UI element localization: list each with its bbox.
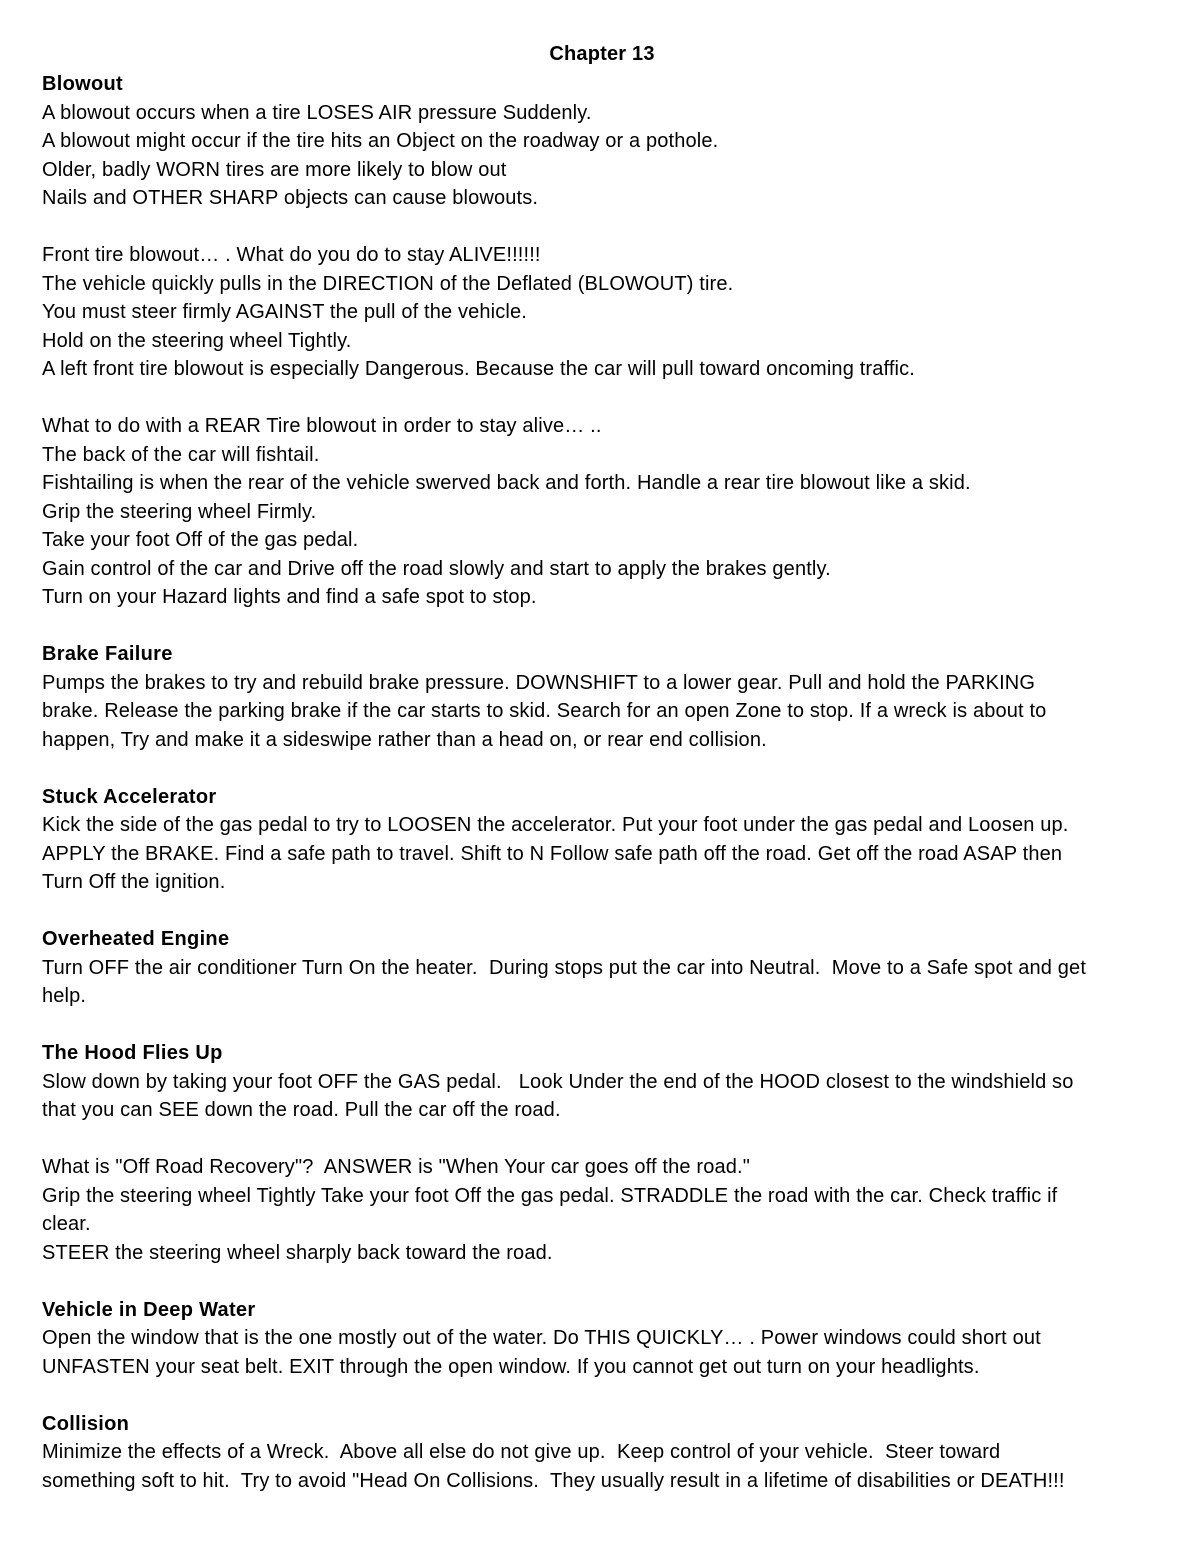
spacer: [42, 1381, 1162, 1410]
section-deep-water: [42, 1296, 1162, 1382]
text-line: clear.: [42, 1213, 91, 1235]
text-line: Turn on your Hazard lights and find a safe spot to stop.: [42, 586, 537, 608]
text-line: STEER the steering wheel sharply back toward the road.: [42, 1241, 553, 1264]
spacer: [42, 897, 1162, 926]
text-line: Older, badly WORN tires are more likely to blow out: [42, 158, 507, 181]
text-line: happen, Try and make it a sideswipe rather than a head on, or rear end collision.: [42, 728, 767, 751]
text-line: Take your foot Off of the gas pedal.: [42, 529, 359, 551]
section-heading: Collision: [42, 1412, 130, 1435]
text-line: Grip the steering wheel Firmly.: [42, 500, 317, 523]
section-heading: Brake Failure: [42, 643, 173, 665]
document-page: [42, 38, 1162, 1495]
text-line: A blowout might occur if the tire hits an Object on the roadway or a pothole.: [42, 130, 719, 152]
text-line: brake. Release the parking brake if the car starts to skid. Search for an open Zone to stop. If a wreck is about to: [42, 700, 1047, 722]
text-line: Nails and OTHER SHARP objects can cause blowouts.: [42, 187, 539, 209]
spacer: [42, 754, 1162, 783]
section-front-tire-blowout: [42, 241, 1162, 384]
text-line: The vehicle quickly pulls in the DIRECTION of the Deflated (BLOWOUT) tire.: [42, 272, 734, 295]
section-heading: Blowout: [42, 73, 123, 95]
text-line: Grip the steering wheel Tightly Take your foot Off the gas pedal. STRADDLE the road with the car. Check traffic if: [42, 1184, 1058, 1207]
text-line: A blowout occurs when a tire LOSES AIR pressure Suddenly.: [42, 101, 592, 124]
spacer: [42, 612, 1162, 641]
text-line: Turn OFF the air conditioner Turn On the heater. During stops put the car into Neutral. Move to a Safe spot and get: [42, 956, 1087, 979]
text-line: something soft to hit. Try to avoid "Head On Collisions. They usually result in a lifetime of disabilities or DEATH!!!: [42, 1469, 1065, 1492]
text-line: Kick the side of the gas pedal to try to LOOSEN the accelerator. Put your foot under the gas pedal and Loosen up.: [42, 814, 1069, 836]
section-overheated-engine: [42, 925, 1162, 1011]
text-line: Front tire blowout… . What do you do to stay ALIVE!!!!!!: [42, 244, 541, 266]
text-line: Slow down by taking your foot OFF the GAS pedal. Look Under the end of the HOOD closest to the windshield so: [42, 1070, 1074, 1093]
section-heading: Stuck Accelerator: [42, 785, 217, 808]
text-line: What is "Off Road Recovery"? ANSWER is "When Your car goes off the road.": [42, 1156, 750, 1178]
text-line: Hold on the steering wheel Tightly.: [42, 329, 352, 352]
text-line: Turn Off the ignition.: [42, 871, 226, 893]
spacer: [42, 213, 1162, 242]
text-line: A left front tire blowout is especially Dangerous. Because the car will pull toward oncoming traffic.: [42, 358, 915, 380]
text-line: What to do with a REAR Tire blowout in order to stay alive… ..: [42, 415, 602, 437]
text-line: The back of the car will fishtail.: [42, 443, 320, 466]
section-rear-tire-blowout: [42, 412, 1162, 612]
section-heading: Vehicle in Deep Water: [42, 1298, 256, 1321]
section-stuck-accelerator: [42, 783, 1162, 897]
section-off-road-recovery: [42, 1153, 1162, 1267]
spacer: [42, 1011, 1162, 1040]
text-line: that you can SEE down the road. Pull the car off the road.: [42, 1099, 561, 1121]
section-collision: [42, 1410, 1162, 1496]
text-line: Fishtailing is when the rear of the vehicle swerved back and forth. Handle a rear tire blowout like a skid.: [42, 472, 971, 494]
section-brake-failure: [42, 640, 1162, 754]
text-line: help.: [42, 985, 87, 1007]
section-heading: The Hood Flies Up: [42, 1042, 223, 1064]
text-line: UNFASTEN your seat belt. EXIT through the open window. If you cannot get out turn on your headlights.: [42, 1355, 980, 1378]
chapter-title: Chapter 13: [549, 43, 655, 65]
text-line: Minimize the effects of a Wreck. Above all else do not give up. Keep control of your vehicle. Steer toward: [42, 1441, 1001, 1463]
text-line: Gain control of the car and Drive off the road slowly and start to apply the brakes gently.: [42, 557, 831, 580]
text-line: You must steer firmly AGAINST the pull of the vehicle.: [42, 301, 527, 323]
text-line: APPLY the BRAKE. Find a safe path to travel. Shift to N Follow safe path off the road. Get off the road ASAP then: [42, 842, 1063, 865]
spacer: [42, 1125, 1162, 1154]
spacer: [42, 1267, 1162, 1296]
text-line: Open the window that is the one mostly out of the water. Do THIS QUICKLY… . Power windows could short out: [42, 1327, 1041, 1349]
text-line: Pumps the brakes to try and rebuild brake pressure. DOWNSHIFT to a lower gear. Pull and hold the PARKING: [42, 671, 1036, 694]
spacer: [42, 384, 1162, 413]
section-hood-flies-up: [42, 1039, 1162, 1125]
section-blowout: [42, 70, 1162, 213]
section-heading: Overheated Engine: [42, 928, 230, 950]
